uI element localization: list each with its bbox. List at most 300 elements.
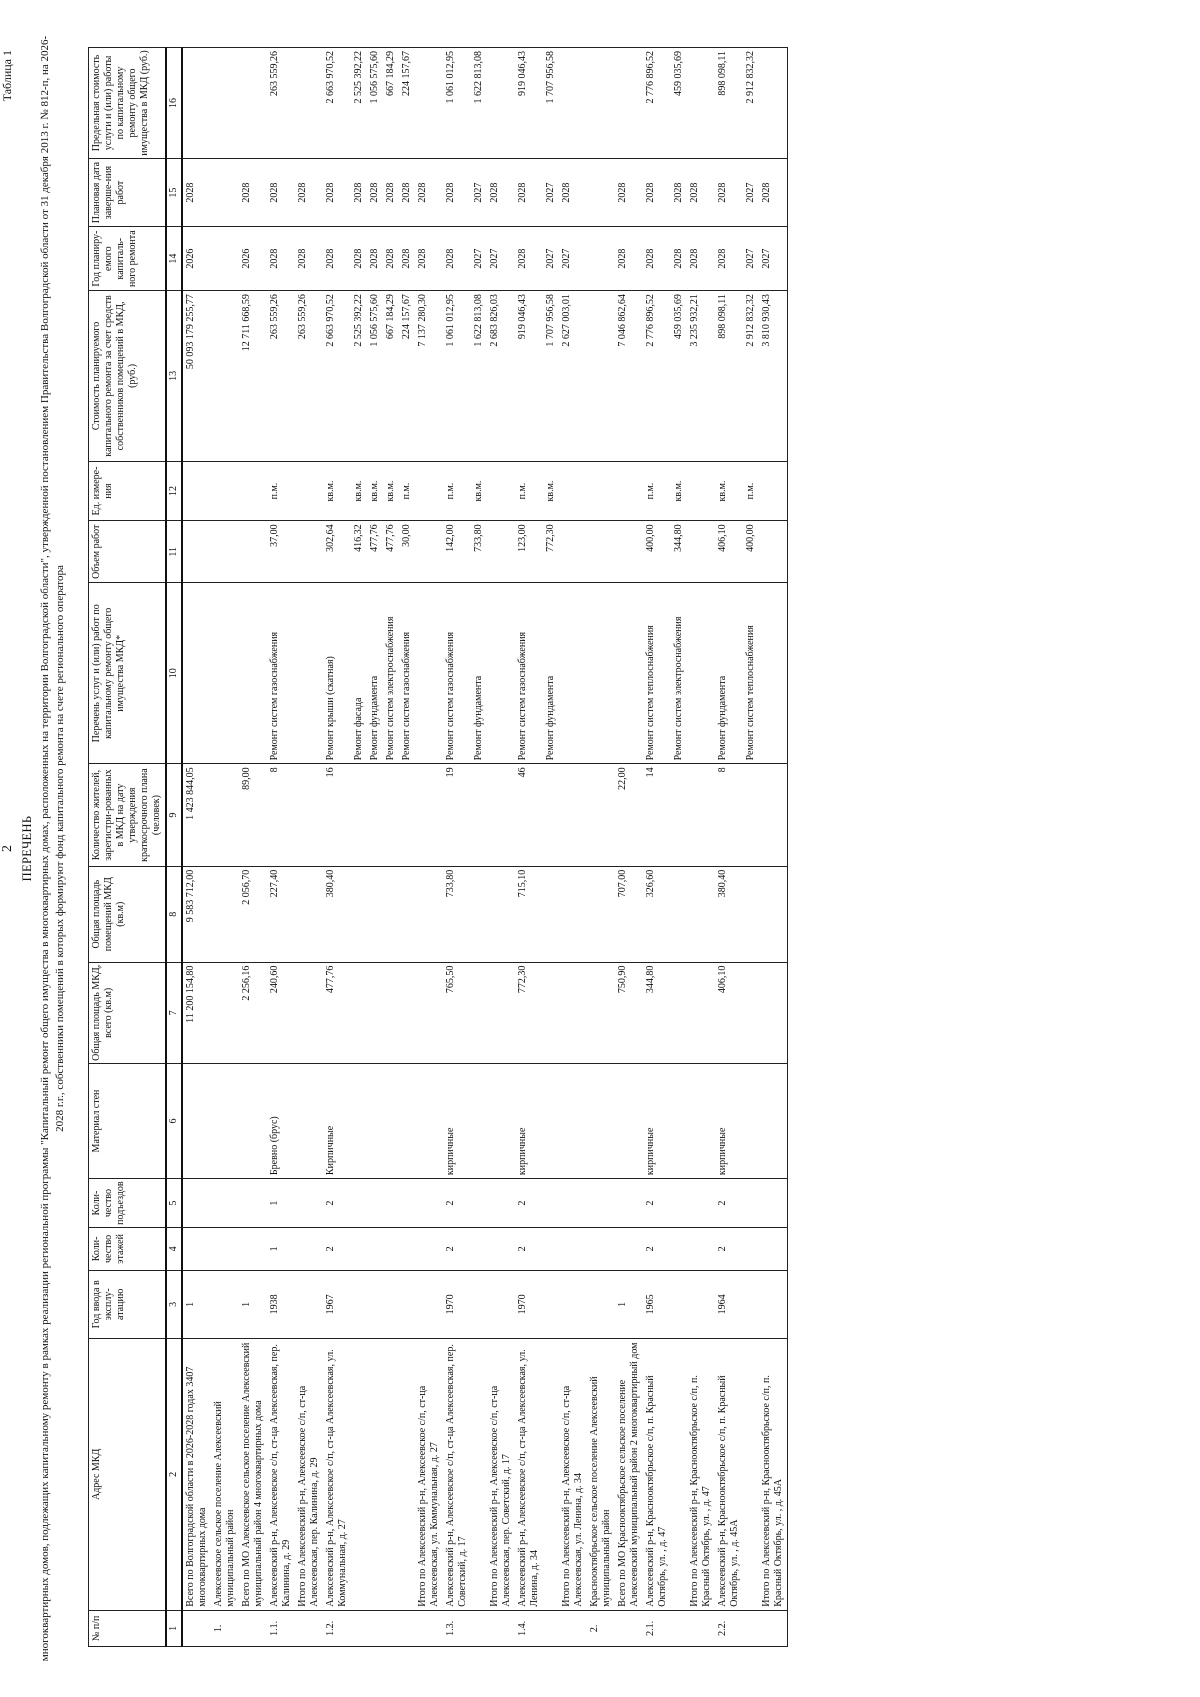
- table-row: [415, 48, 443, 1647]
- residents-cell: [559, 764, 587, 866]
- column-number: 12: [166, 461, 182, 521]
- entrances-cell: [743, 1179, 759, 1228]
- table-row: [587, 48, 615, 1647]
- row-number-cell: 1.: [211, 1610, 239, 1646]
- unit-cell: [182, 461, 211, 521]
- cost-cell: 1 707 956,58: [543, 291, 559, 462]
- entrances-cell: [471, 1179, 487, 1228]
- cost-cell: 263 559,26: [267, 291, 295, 462]
- unit-cell: [211, 461, 239, 521]
- work-volume-cell: 142,00: [443, 521, 471, 583]
- max-cost-cell: [295, 48, 323, 159]
- unit-cell: [415, 461, 443, 521]
- work-volume-cell: 416,32: [351, 521, 367, 583]
- floors-cell: [383, 1228, 399, 1271]
- year-cell: 1938: [267, 1270, 295, 1338]
- work-volume-cell: [687, 521, 715, 583]
- unit-cell: п.м.: [743, 461, 759, 521]
- max-cost-cell: [415, 48, 443, 159]
- row-number-cell: 1.3.: [443, 1610, 471, 1646]
- entrances-cell: 2: [323, 1179, 351, 1228]
- premises-area-cell: [367, 866, 383, 962]
- page-number: 2: [0, 845, 15, 852]
- header-cell: Год планиру-емого капиталь-ного ремонта: [89, 227, 167, 291]
- max-cost-cell: 1 061 012,95: [443, 48, 471, 159]
- max-cost-cell: [239, 48, 267, 159]
- table-row: [471, 48, 487, 1647]
- work-type-cell: Ремонт фундамента: [367, 583, 383, 764]
- column-number: 15: [166, 158, 182, 226]
- entrances-cell: 1: [267, 1179, 295, 1228]
- address-cell: Алексеевский р-н, Алексеевское с/п, ст-ца Алексеевская, пер. Советский, д. 17: [443, 1338, 471, 1610]
- unit-cell: [295, 461, 323, 521]
- cost-cell: 3 235 932,21: [687, 291, 715, 462]
- end-date-cell: 2028: [182, 158, 211, 226]
- planned-year-cell: 2028: [515, 227, 543, 291]
- end-date-cell: 2028: [443, 158, 471, 226]
- work-volume-cell: 400,00: [643, 521, 671, 583]
- unit-cell: кв.м.: [715, 461, 743, 521]
- total-area-cell: [211, 962, 239, 1063]
- column-number: 7: [166, 962, 182, 1063]
- wall-material-cell: [671, 1063, 687, 1178]
- total-area-cell: 765,50: [443, 962, 471, 1063]
- planned-year-cell: 2028: [323, 227, 351, 291]
- column-number: 9: [166, 764, 182, 866]
- address-cell: [743, 1338, 759, 1610]
- work-type-cell: Ремонт систем теплоснабжения: [643, 583, 671, 764]
- max-cost-cell: [687, 48, 715, 159]
- residents-cell: [399, 764, 415, 866]
- unit-cell: [615, 461, 643, 521]
- floors-cell: 2: [515, 1228, 543, 1271]
- wall-material-cell: [367, 1063, 383, 1178]
- document-title: ПЕРЕЧЕНЬ: [20, 815, 34, 882]
- row-number-cell: [239, 1610, 267, 1646]
- table-row: [615, 48, 643, 1647]
- cost-cell: 1 061 012,95: [443, 291, 471, 462]
- wall-material-cell: [471, 1063, 487, 1178]
- wall-material-cell: [743, 1063, 759, 1178]
- table-row: [383, 48, 399, 1647]
- planned-year-cell: 2026: [239, 227, 267, 291]
- end-date-cell: 2028: [559, 158, 587, 226]
- address-cell: Итого по Алексеевский р-н, Алексеевское с/п, ст-ца Алексеевская, пер. Калинина, д. 29: [295, 1338, 323, 1610]
- entrances-cell: [367, 1179, 383, 1228]
- residents-cell: 16: [323, 764, 351, 866]
- total-area-cell: [687, 962, 715, 1063]
- cost-cell: 7 137 280,30: [415, 291, 443, 462]
- end-date-cell: 2027: [471, 158, 487, 226]
- work-volume-cell: [239, 521, 267, 583]
- header-cell: Объем работ: [89, 521, 167, 583]
- table-row: [643, 48, 671, 1647]
- work-type-cell: Ремонт фундамента: [543, 583, 559, 764]
- residents-cell: [687, 764, 715, 866]
- unit-cell: кв.м.: [471, 461, 487, 521]
- max-cost-cell: 224 157,67: [399, 48, 415, 159]
- total-area-cell: [543, 962, 559, 1063]
- total-area-cell: 344,80: [643, 962, 671, 1063]
- planned-year-cell: 2028: [671, 227, 687, 291]
- row-number-cell: [615, 1610, 643, 1646]
- end-date-cell: 2028: [515, 158, 543, 226]
- end-date-cell: 2028: [351, 158, 367, 226]
- year-cell: 1965: [643, 1270, 671, 1338]
- entrances-cell: [399, 1179, 415, 1228]
- work-volume-cell: 30,00: [399, 521, 415, 583]
- table-row: [367, 48, 383, 1647]
- work-volume-cell: 344,80: [671, 521, 687, 583]
- wall-material-cell: кирпичные: [515, 1063, 543, 1178]
- floors-cell: [559, 1228, 587, 1271]
- address-cell: Алексеевский р-н, Алексеевское с/п, ст-ца Алексеевская, ул. Коммунальная, д. 27: [323, 1338, 351, 1610]
- cost-cell: 1 056 575,60: [367, 291, 383, 462]
- end-date-cell: 2028: [715, 158, 743, 226]
- work-type-cell: [295, 583, 323, 764]
- unit-cell: [487, 461, 515, 521]
- unit-cell: кв.м.: [323, 461, 351, 521]
- floors-cell: [543, 1228, 559, 1271]
- unit-cell: [759, 461, 788, 521]
- cost-cell: 2 912 832,32: [743, 291, 759, 462]
- premises-area-cell: [351, 866, 367, 962]
- wall-material-cell: [295, 1063, 323, 1178]
- residents-cell: [759, 764, 788, 866]
- planned-year-cell: 2028: [615, 227, 643, 291]
- entrances-cell: [759, 1179, 788, 1228]
- end-date-cell: [211, 158, 239, 226]
- address-cell: [543, 1338, 559, 1610]
- entrances-cell: 2: [443, 1179, 471, 1228]
- premises-area-cell: 380,40: [323, 866, 351, 962]
- table-row: [399, 48, 415, 1647]
- floors-cell: 2: [643, 1228, 671, 1271]
- end-date-cell: 2028: [615, 158, 643, 226]
- row-number-cell: [351, 1610, 367, 1646]
- year-cell: [367, 1270, 383, 1338]
- work-type-cell: [182, 583, 211, 764]
- wall-material-cell: [759, 1063, 788, 1178]
- residents-cell: 46: [515, 764, 543, 866]
- row-number-cell: [367, 1610, 383, 1646]
- floors-cell: [687, 1228, 715, 1271]
- max-cost-cell: 667 184,29: [383, 48, 399, 159]
- floors-cell: [367, 1228, 383, 1271]
- wall-material-cell: кирпичные: [715, 1063, 743, 1178]
- row-number-cell: 2.1.: [643, 1610, 671, 1646]
- table-row: [295, 48, 323, 1647]
- cost-cell: [211, 291, 239, 462]
- premises-area-cell: [399, 866, 415, 962]
- work-volume-cell: [182, 521, 211, 583]
- table-row: [671, 48, 687, 1647]
- wall-material-cell: [559, 1063, 587, 1178]
- wall-material-cell: [487, 1063, 515, 1178]
- residents-cell: 22,00: [615, 764, 643, 866]
- premises-area-cell: [487, 866, 515, 962]
- column-number: 4: [166, 1228, 182, 1271]
- total-area-cell: 11 200 154,80: [182, 962, 211, 1063]
- entrances-cell: [182, 1179, 211, 1228]
- max-cost-cell: 263 559,26: [267, 48, 295, 159]
- table-row: [543, 48, 559, 1647]
- premises-area-cell: 715,10: [515, 866, 543, 962]
- residents-cell: [351, 764, 367, 866]
- planned-year-cell: [211, 227, 239, 291]
- unit-cell: [239, 461, 267, 521]
- floors-cell: 2: [443, 1228, 471, 1271]
- planned-year-cell: 2027: [487, 227, 515, 291]
- residents-cell: [295, 764, 323, 866]
- year-cell: [383, 1270, 399, 1338]
- max-cost-cell: [487, 48, 515, 159]
- wall-material-cell: кирпичные: [443, 1063, 471, 1178]
- residents-cell: 8: [715, 764, 743, 866]
- cost-cell: 7 046 862,64: [615, 291, 643, 462]
- table-body: [166, 48, 788, 1647]
- row-number-cell: [543, 1610, 559, 1646]
- total-area-cell: 240,60: [267, 962, 295, 1063]
- unit-cell: кв.м.: [351, 461, 367, 521]
- planned-year-cell: 2027: [759, 227, 788, 291]
- cost-cell: 667 184,29: [383, 291, 399, 462]
- wall-material-cell: Кирпичные: [323, 1063, 351, 1178]
- year-cell: [487, 1270, 515, 1338]
- entrances-cell: [615, 1179, 643, 1228]
- work-type-cell: [587, 583, 615, 764]
- premises-area-cell: [559, 866, 587, 962]
- address-cell: [367, 1338, 383, 1610]
- cost-cell: 2 683 826,03: [487, 291, 515, 462]
- column-number: 10: [166, 583, 182, 764]
- planned-year-cell: 2027: [471, 227, 487, 291]
- work-volume-cell: 772,30: [543, 521, 559, 583]
- work-volume-cell: [587, 521, 615, 583]
- header-cell: Коли-чество подъездов: [89, 1179, 167, 1228]
- floors-cell: [743, 1228, 759, 1271]
- work-type-cell: [487, 583, 515, 764]
- header-cell: Материал стен: [89, 1063, 167, 1178]
- max-cost-cell: [759, 48, 788, 159]
- cost-cell: 2 776 896,52: [643, 291, 671, 462]
- row-number-cell: [415, 1610, 443, 1646]
- unit-cell: [559, 461, 587, 521]
- unit-cell: кв.м.: [383, 461, 399, 521]
- header-cell: Количество жителей, зарегистри-рованных в МКД на дату утверждения краткосрочного плана (человек): [89, 764, 167, 866]
- wall-material-cell: [239, 1063, 267, 1178]
- residents-cell: [587, 764, 615, 866]
- year-cell: [211, 1270, 239, 1338]
- planned-year-cell: [587, 227, 615, 291]
- wall-material-cell: Бревно (брус): [267, 1063, 295, 1178]
- unit-cell: кв.м.: [543, 461, 559, 521]
- end-date-cell: 2028: [239, 158, 267, 226]
- max-cost-cell: 898 098,11: [715, 48, 743, 159]
- work-volume-cell: [415, 521, 443, 583]
- total-area-cell: [351, 962, 367, 1063]
- end-date-cell: 2028: [671, 158, 687, 226]
- total-area-cell: [383, 962, 399, 1063]
- work-type-cell: Ремонт систем электроснабжения: [671, 583, 687, 764]
- unit-cell: п.м.: [643, 461, 671, 521]
- end-date-cell: 2028: [367, 158, 383, 226]
- year-cell: [415, 1270, 443, 1338]
- row-number-cell: 1.4.: [515, 1610, 543, 1646]
- total-area-cell: [587, 962, 615, 1063]
- total-area-cell: [559, 962, 587, 1063]
- row-number-cell: 1.2.: [323, 1610, 351, 1646]
- residents-cell: [743, 764, 759, 866]
- premises-area-cell: 227,40: [267, 866, 295, 962]
- max-cost-cell: [615, 48, 643, 159]
- work-type-cell: [211, 583, 239, 764]
- year-cell: [687, 1270, 715, 1338]
- wall-material-cell: [543, 1063, 559, 1178]
- address-cell: Всего по МО Краснооктябрьское сельское поселение Алексеевский муниципальный район 2 многоквартирный дом: [615, 1338, 643, 1610]
- table-row: [267, 48, 295, 1647]
- floors-cell: [211, 1228, 239, 1271]
- work-volume-cell: 400,00: [743, 521, 759, 583]
- row-number-cell: 2.: [587, 1610, 615, 1646]
- unit-cell: [687, 461, 715, 521]
- premises-area-cell: 380,40: [715, 866, 743, 962]
- entrances-cell: [383, 1179, 399, 1228]
- address-cell: Итого по Алексеевский р-н, Алексеевское с/п, ст-ца Алексеевская, ул. Ленина, д. 34: [559, 1338, 587, 1610]
- end-date-cell: 2028: [487, 158, 515, 226]
- premises-area-cell: [471, 866, 487, 962]
- work-type-cell: Ремонт систем газоснабжения: [267, 583, 295, 764]
- premises-area-cell: [211, 866, 239, 962]
- address-cell: Краснооктябрьское сельское поселение Алексеевский муниципальный район: [587, 1338, 615, 1610]
- address-cell: Алексеевский р-н, Краснооктябрьское с/п, п. Красный Октябрь, ул. , д. 47: [643, 1338, 671, 1610]
- total-area-cell: 406,10: [715, 962, 743, 1063]
- header-cell: Плановая дата заверше-ния работ: [89, 158, 167, 226]
- address-cell: Алексеевский р-н, Алексеевское с/п, ст-ца Алексеевская, пер. Калинина, д. 29: [267, 1338, 295, 1610]
- max-cost-cell: 919 046,43: [515, 48, 543, 159]
- year-cell: 1: [239, 1270, 267, 1338]
- work-volume-cell: 733,80: [471, 521, 487, 583]
- total-area-cell: 477,76: [323, 962, 351, 1063]
- buildings-table: [88, 47, 788, 1647]
- year-cell: [471, 1270, 487, 1338]
- work-volume-cell: 406,10: [715, 521, 743, 583]
- max-cost-cell: 2 525 392,22: [351, 48, 367, 159]
- end-date-cell: 2027: [543, 158, 559, 226]
- work-type-cell: Ремонт систем газоснабжения: [443, 583, 471, 764]
- floors-cell: [415, 1228, 443, 1271]
- work-type-cell: [759, 583, 788, 764]
- residents-cell: [671, 764, 687, 866]
- row-number-cell: [383, 1610, 399, 1646]
- premises-area-cell: [743, 866, 759, 962]
- row-number-cell: [295, 1610, 323, 1646]
- work-type-cell: [615, 583, 643, 764]
- max-cost-cell: 1 622 813,08: [471, 48, 487, 159]
- wall-material-cell: [383, 1063, 399, 1178]
- cost-cell: 3 810 930,43: [759, 291, 788, 462]
- year-cell: 1967: [323, 1270, 351, 1338]
- work-type-cell: Ремонт систем газоснабжения: [399, 583, 415, 764]
- planned-year-cell: 2028: [399, 227, 415, 291]
- table-row: [443, 48, 471, 1647]
- residents-cell: 8: [267, 764, 295, 866]
- year-cell: 1964: [715, 1270, 743, 1338]
- work-type-cell: [415, 583, 443, 764]
- premises-area-cell: [671, 866, 687, 962]
- address-cell: Итого по Алексеевский р-н, Краснооктябрьское с/п, п. Красный Октябрь, ул. , д. 45А: [759, 1338, 788, 1610]
- floors-cell: 1: [267, 1228, 295, 1271]
- column-number: 3: [166, 1270, 182, 1338]
- work-volume-cell: [559, 521, 587, 583]
- year-cell: [559, 1270, 587, 1338]
- cost-cell: 898 098,11: [715, 291, 743, 462]
- address-cell: Всего по МО Алексеевское сельское поселение Алексеевский муниципальный район 4 многоквартирных дома: [239, 1338, 267, 1610]
- row-number-cell: [487, 1610, 515, 1646]
- planned-year-cell: 2028: [351, 227, 367, 291]
- work-type-cell: Ремонт систем газоснабжения: [515, 583, 543, 764]
- unit-cell: п.м.: [443, 461, 471, 521]
- unit-cell: п.м.: [267, 461, 295, 521]
- table-row: [759, 48, 788, 1647]
- address-cell: Итого по Алексеевский р-н, Алексеевское с/п, ст-ца Алексеевская, пер. Советский, д. 17: [487, 1338, 515, 1610]
- table-row: [743, 48, 759, 1647]
- table-row: [239, 48, 267, 1647]
- cost-cell: 2 663 970,52: [323, 291, 351, 462]
- max-cost-cell: 1 056 575,60: [367, 48, 383, 159]
- header-cell: Стоимость планируемого капитального ремонта за счет средств собственников помещений в МКД, (руб.): [89, 291, 167, 462]
- work-type-cell: Ремонт систем электроснабжения: [383, 583, 399, 764]
- year-cell: [759, 1270, 788, 1338]
- table-row: [182, 48, 211, 1647]
- year-cell: [351, 1270, 367, 1338]
- work-volume-cell: [615, 521, 643, 583]
- unit-cell: п.м.: [399, 461, 415, 521]
- row-number-cell: [471, 1610, 487, 1646]
- column-number: 8: [166, 866, 182, 962]
- unit-cell: п.м.: [515, 461, 543, 521]
- planned-year-cell: 2028: [415, 227, 443, 291]
- year-cell: [587, 1270, 615, 1338]
- residents-cell: 89,00: [239, 764, 267, 866]
- row-number-cell: [759, 1610, 788, 1646]
- work-type-cell: Ремонт фасада: [351, 583, 367, 764]
- floors-cell: 2: [323, 1228, 351, 1271]
- max-cost-cell: 459 035,69: [671, 48, 687, 159]
- entrances-cell: [415, 1179, 443, 1228]
- end-date-cell: 2028: [759, 158, 788, 226]
- address-cell: [671, 1338, 687, 1610]
- residents-cell: [211, 764, 239, 866]
- residents-cell: [543, 764, 559, 866]
- column-number: 13: [166, 291, 182, 462]
- residents-cell: [471, 764, 487, 866]
- residents-cell: [487, 764, 515, 866]
- wall-material-cell: кирпичные: [643, 1063, 671, 1178]
- entrances-cell: [687, 1179, 715, 1228]
- planned-year-cell: 2026: [182, 227, 211, 291]
- total-area-cell: 772,30: [515, 962, 543, 1063]
- address-cell: [351, 1338, 367, 1610]
- residents-cell: 14: [643, 764, 671, 866]
- residents-cell: [415, 764, 443, 866]
- premises-area-cell: [415, 866, 443, 962]
- total-area-cell: 750,90: [615, 962, 643, 1063]
- work-type-cell: [559, 583, 587, 764]
- end-date-cell: 2027: [743, 158, 759, 226]
- floors-cell: [399, 1228, 415, 1271]
- cost-cell: 224 157,67: [399, 291, 415, 462]
